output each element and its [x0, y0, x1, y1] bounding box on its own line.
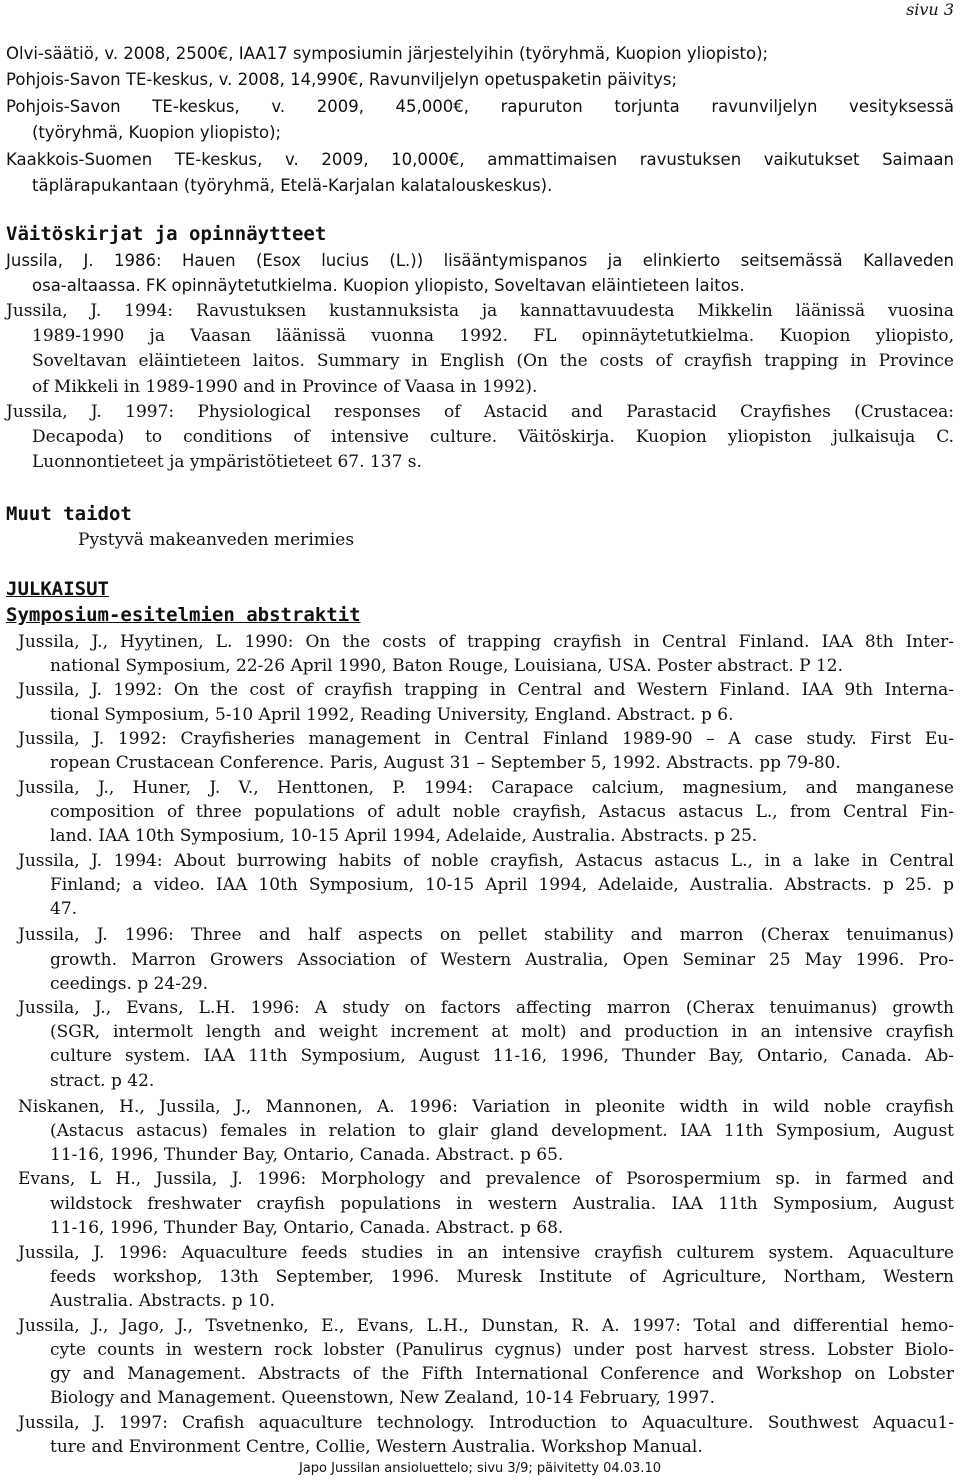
thesis-line: Soveltavan eläintieteen laitos. Summary in English (On the costs of crayfish trapping in Province [32, 351, 954, 371]
publication-line: national Symposium, 22-26 April 1990, Baton Rouge, Louisiana, USA. Poster abstract. P 12. [50, 656, 844, 676]
funding-line: (työryhmä, Kuopion yliopisto); [32, 123, 282, 142]
section-heading-publications: JULKAISUT [6, 578, 109, 600]
funding-line: täplärapukantaan (työryhmä, Etelä-Karjalan kalatalouskeskus). [32, 176, 553, 195]
thesis-line: Luonnontieteet ja ympäristötieteet 67. 137 s. [32, 452, 422, 472]
thesis-line: osa-altaassa. FK opinnäytetutkielma. Kuopion yliopisto, Soveltavan eläintieteen laitos. [32, 276, 745, 295]
funding-line: Kaakkois-Suomen TE-keskus, v. 2009, 10,000€, ammattimaisen ravustuksen vaikutukset Saimaan [6, 150, 954, 169]
publication-line: culture system. IAA 11th Symposium, August 11-16, 1996, Thunder Bay, Ontario, Canada. Ab- [50, 1046, 954, 1066]
funding-line: Pohjois-Savon TE-keskus, v. 2008, 14,990€, Ravunviljelyn opetuspaketin päivitys; [6, 70, 678, 89]
skills-text: Pystyvä makeanveden merimies [78, 530, 355, 550]
publication-line: wildstock freshwater crayfish populations in western Australia. IAA 11th Symposium, August [50, 1194, 954, 1214]
publication-line: feeds workshop, 13th September, 1996. Muresk Institute of Agriculture, Northam, Western [50, 1267, 954, 1287]
publication-line: 11-16, 1996, Thunder Bay, Ontario, Canada. Abstract. p 65. [50, 1145, 564, 1165]
publication-line: gy and Management. Abstracts of the Fifth International Conference and Workshop on Lobster [50, 1364, 954, 1384]
publication-line: ropean Crustacean Conference. Paris, August 31 – September 5, 1992. Abstracts. pp 79-80. [50, 753, 841, 773]
publication-line: land. IAA 10th Symposium, 10-15 April 1994, Adelaide, Australia. Abstracts. p 25. [50, 826, 758, 846]
publication-line: Jussila, J., Hyytinen, L. 1990: On the costs of trapping crayfish in Central Finland. IAA 8th Inter- [18, 632, 954, 652]
thesis-line: of Mikkeli in 1989-1990 and in Province of Vaasa in 1992). [32, 377, 538, 397]
thesis-line: Jussila, J. 1994: Ravustuksen kustannuksista ja kannattavuudesta Mikkelin läänissä vuosina [6, 301, 954, 321]
funding-line: Pohjois-Savon TE-keskus, v. 2009, 45,000€, rapuruton torjunta ravunviljelyn vesityksessä [6, 97, 954, 116]
thesis-line: Jussila, J. 1997: Physiological responses of Astacid and Parastacid Crayfishes (Crustacea: [6, 402, 954, 422]
page-number: sivu 3 [906, 0, 954, 19]
publication-line: cyte counts in western rock lobster (Panulirus cygnus) under post harvest stress. Lobster Biolo- [50, 1340, 954, 1360]
publication-line: 11-16, 1996, Thunder Bay, Ontario, Canada. Abstract. p 68. [50, 1218, 564, 1238]
publication-line: Jussila, J. 1996: Aquaculture feeds studies in an intensive crayfish culturem system. Aquaculture [18, 1243, 954, 1263]
publication-line: Biology and Management. Queenstown, New Zealand, 10-14 February, 1997. [50, 1388, 715, 1408]
publication-line: 47. [50, 899, 78, 919]
publication-line: composition of three populations of adult noble crayfish, Astacus astacus L., from Central Fin- [50, 802, 954, 822]
thesis-line: 1989-1990 ja Vaasan läänissä vuonna 1992. FL opinnäytetutkielma. Kuopion yliopisto, [32, 326, 954, 346]
publication-line: Jussila, J. 1992: Crayfisheries management in Central Finland 1989-90 – A case study. First Eu- [18, 729, 954, 749]
publication-line: Jussila, J., Evans, L.H. 1996: A study on factors affecting marron (Cherax tenuimanus) growth [18, 998, 954, 1018]
thesis-line: Decapoda) to conditions of intensive culture. Väitöskirja. Kuopion yliopiston julkaisuja C. [32, 427, 954, 447]
publication-line: stract. p 42. [50, 1071, 155, 1091]
publication-line: (Astacus astacus) females in relation to glair gland development. IAA 11th Symposium, August [50, 1121, 954, 1141]
publication-line: (SGR, intermolt length and weight increment at molt) and production in an intensive crayfish [50, 1022, 954, 1042]
subheading-abstracts: Symposium-esitelmien abstraktit [6, 604, 361, 626]
publication-line: ceedings. p 24-29. [50, 974, 209, 994]
publication-line: Finland; a video. IAA 10th Symposium, 10-15 April 1994, Adelaide, Australia. Abstracts. p 25. p [50, 875, 954, 895]
publication-line: Niskanen, H., Jussila, J., Mannonen, A. 1996: Variation in pleonite width in wild noble crayfish [18, 1097, 954, 1117]
publication-line: Evans, L H., Jussila, J. 1996: Morphology and prevalence of Psorospermium sp. in farmed and [18, 1169, 954, 1189]
thesis-line: Jussila, J. 1986: Hauen (Esox lucius (L.)) lisääntymispanos ja elinkierto seitsemässä Kallaveden [6, 251, 954, 270]
publication-line: Jussila, J. 1994: About burrowing habits of noble crayfish, Astacus astacus L., in a lake in Central [18, 851, 954, 871]
publication-line: Australia. Abstracts. p 10. [50, 1291, 276, 1311]
funding-line: Olvi-säätiö, v. 2008, 2500€, IAA17 symposiumin järjestelyihin (työryhmä, Kuopion yliopisto); [6, 44, 769, 63]
publication-line: Jussila, J. 1997: Crafish aquaculture technology. Introduction to Aquaculture. Southwest Aquacu1- [18, 1413, 954, 1433]
section-heading-skills: Muut taidot [6, 503, 132, 525]
publication-line: Jussila, J. 1996: Three and half aspects on pellet stability and marron (Cherax tenuimanus) [18, 925, 954, 945]
section-heading-theses: Väitöskirjat ja opinnäytteet [6, 223, 327, 245]
publication-line: Jussila, J., Jago, J., Tsvetnenko, E., Evans, L.H., Dunstan, R. A. 1997: Total and differential hemo- [18, 1316, 954, 1336]
publication-line: Jussila, J. 1992: On the cost of crayfish trapping in Central and Western Finland. IAA 9th Interna- [18, 680, 954, 700]
publication-line: tional Symposium, 5-10 April 1992, Reading University, England. Abstract. p 6. [50, 705, 734, 725]
page-footer: Japo Jussilan ansioluettelo; sivu 3/9; päivitetty 04.03.10 [298, 1461, 661, 1476]
publication-line: Jussila, J., Huner, J. V., Henttonen, P. 1994: Carapace calcium, magnesium, and manganese [18, 778, 954, 798]
publication-line: ture and Environment Centre, Collie, Western Australia. Workshop Manual. [50, 1437, 703, 1457]
publication-line: growth. Marron Growers Association of Western Australia, Open Seminar 25 May 1996. Pro- [50, 950, 954, 970]
